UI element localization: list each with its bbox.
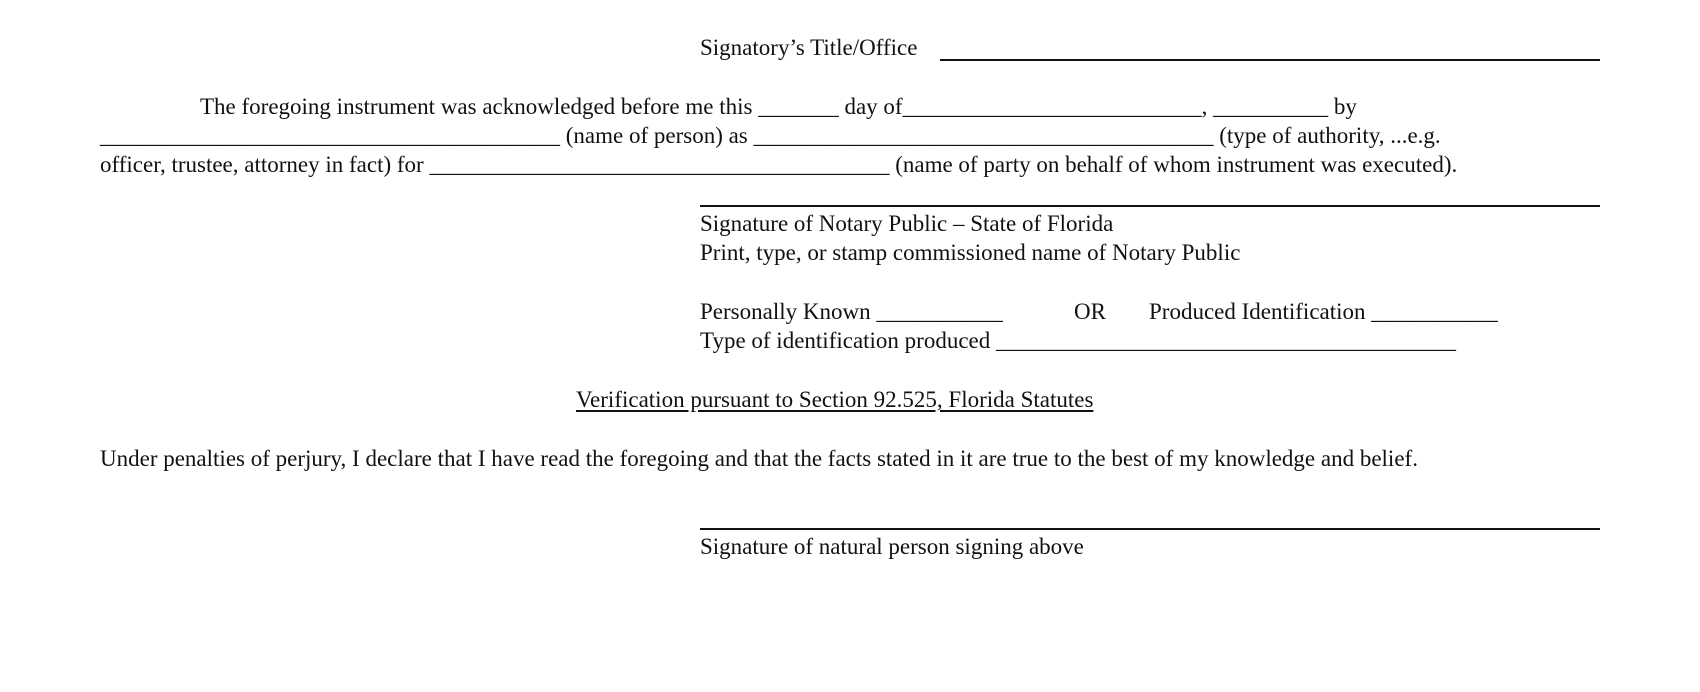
natural-person-signature-line[interactable] — [700, 528, 1600, 530]
signatory-title-blank[interactable] — [940, 59, 1600, 61]
notary-print-name-label: Print, type, or stamp commissioned name of Notary Public — [700, 240, 1241, 265]
signatory-title-row — [700, 36, 923, 59]
natural-person-signature-label: Signature of natural person signing above — [700, 534, 1084, 559]
acknowledgment-line-2: ________________________________________ (name of person) as ________________________________________ (type of authority, ...e.g. — [100, 123, 1441, 148]
acknowledgment-line-1: The foregoing instrument was acknowledged before me this _______ day of__________________________, __________ by — [200, 94, 1357, 119]
perjury-declaration: Under penalties of perjury, I declare that I have read the foregoing and that the facts stated in it are true to the best of my knowledge and belief. — [100, 446, 1418, 471]
or-label: OR — [1074, 299, 1106, 324]
signatory-title-label: Signatory’s Title/Office — [700, 35, 924, 60]
acknowledgment-line-3: officer, trustee, attorney in fact) for ________________________________________ (name of party on behalf of whom instrument was executed). — [100, 152, 1458, 177]
notary-signature-line[interactable] — [700, 205, 1600, 207]
verification-heading: Verification pursuant to Section 92.525, Florida Statutes — [576, 387, 1094, 412]
personally-known-field[interactable]: Personally Known ___________ — [700, 299, 1003, 324]
id-type-field[interactable]: Type of identification produced ________________________________________ — [700, 328, 1457, 353]
notary-signature-label: Signature of Notary Public – State of Florida — [700, 211, 1114, 236]
produced-identification-field[interactable]: Produced Identification ___________ — [1149, 299, 1498, 324]
